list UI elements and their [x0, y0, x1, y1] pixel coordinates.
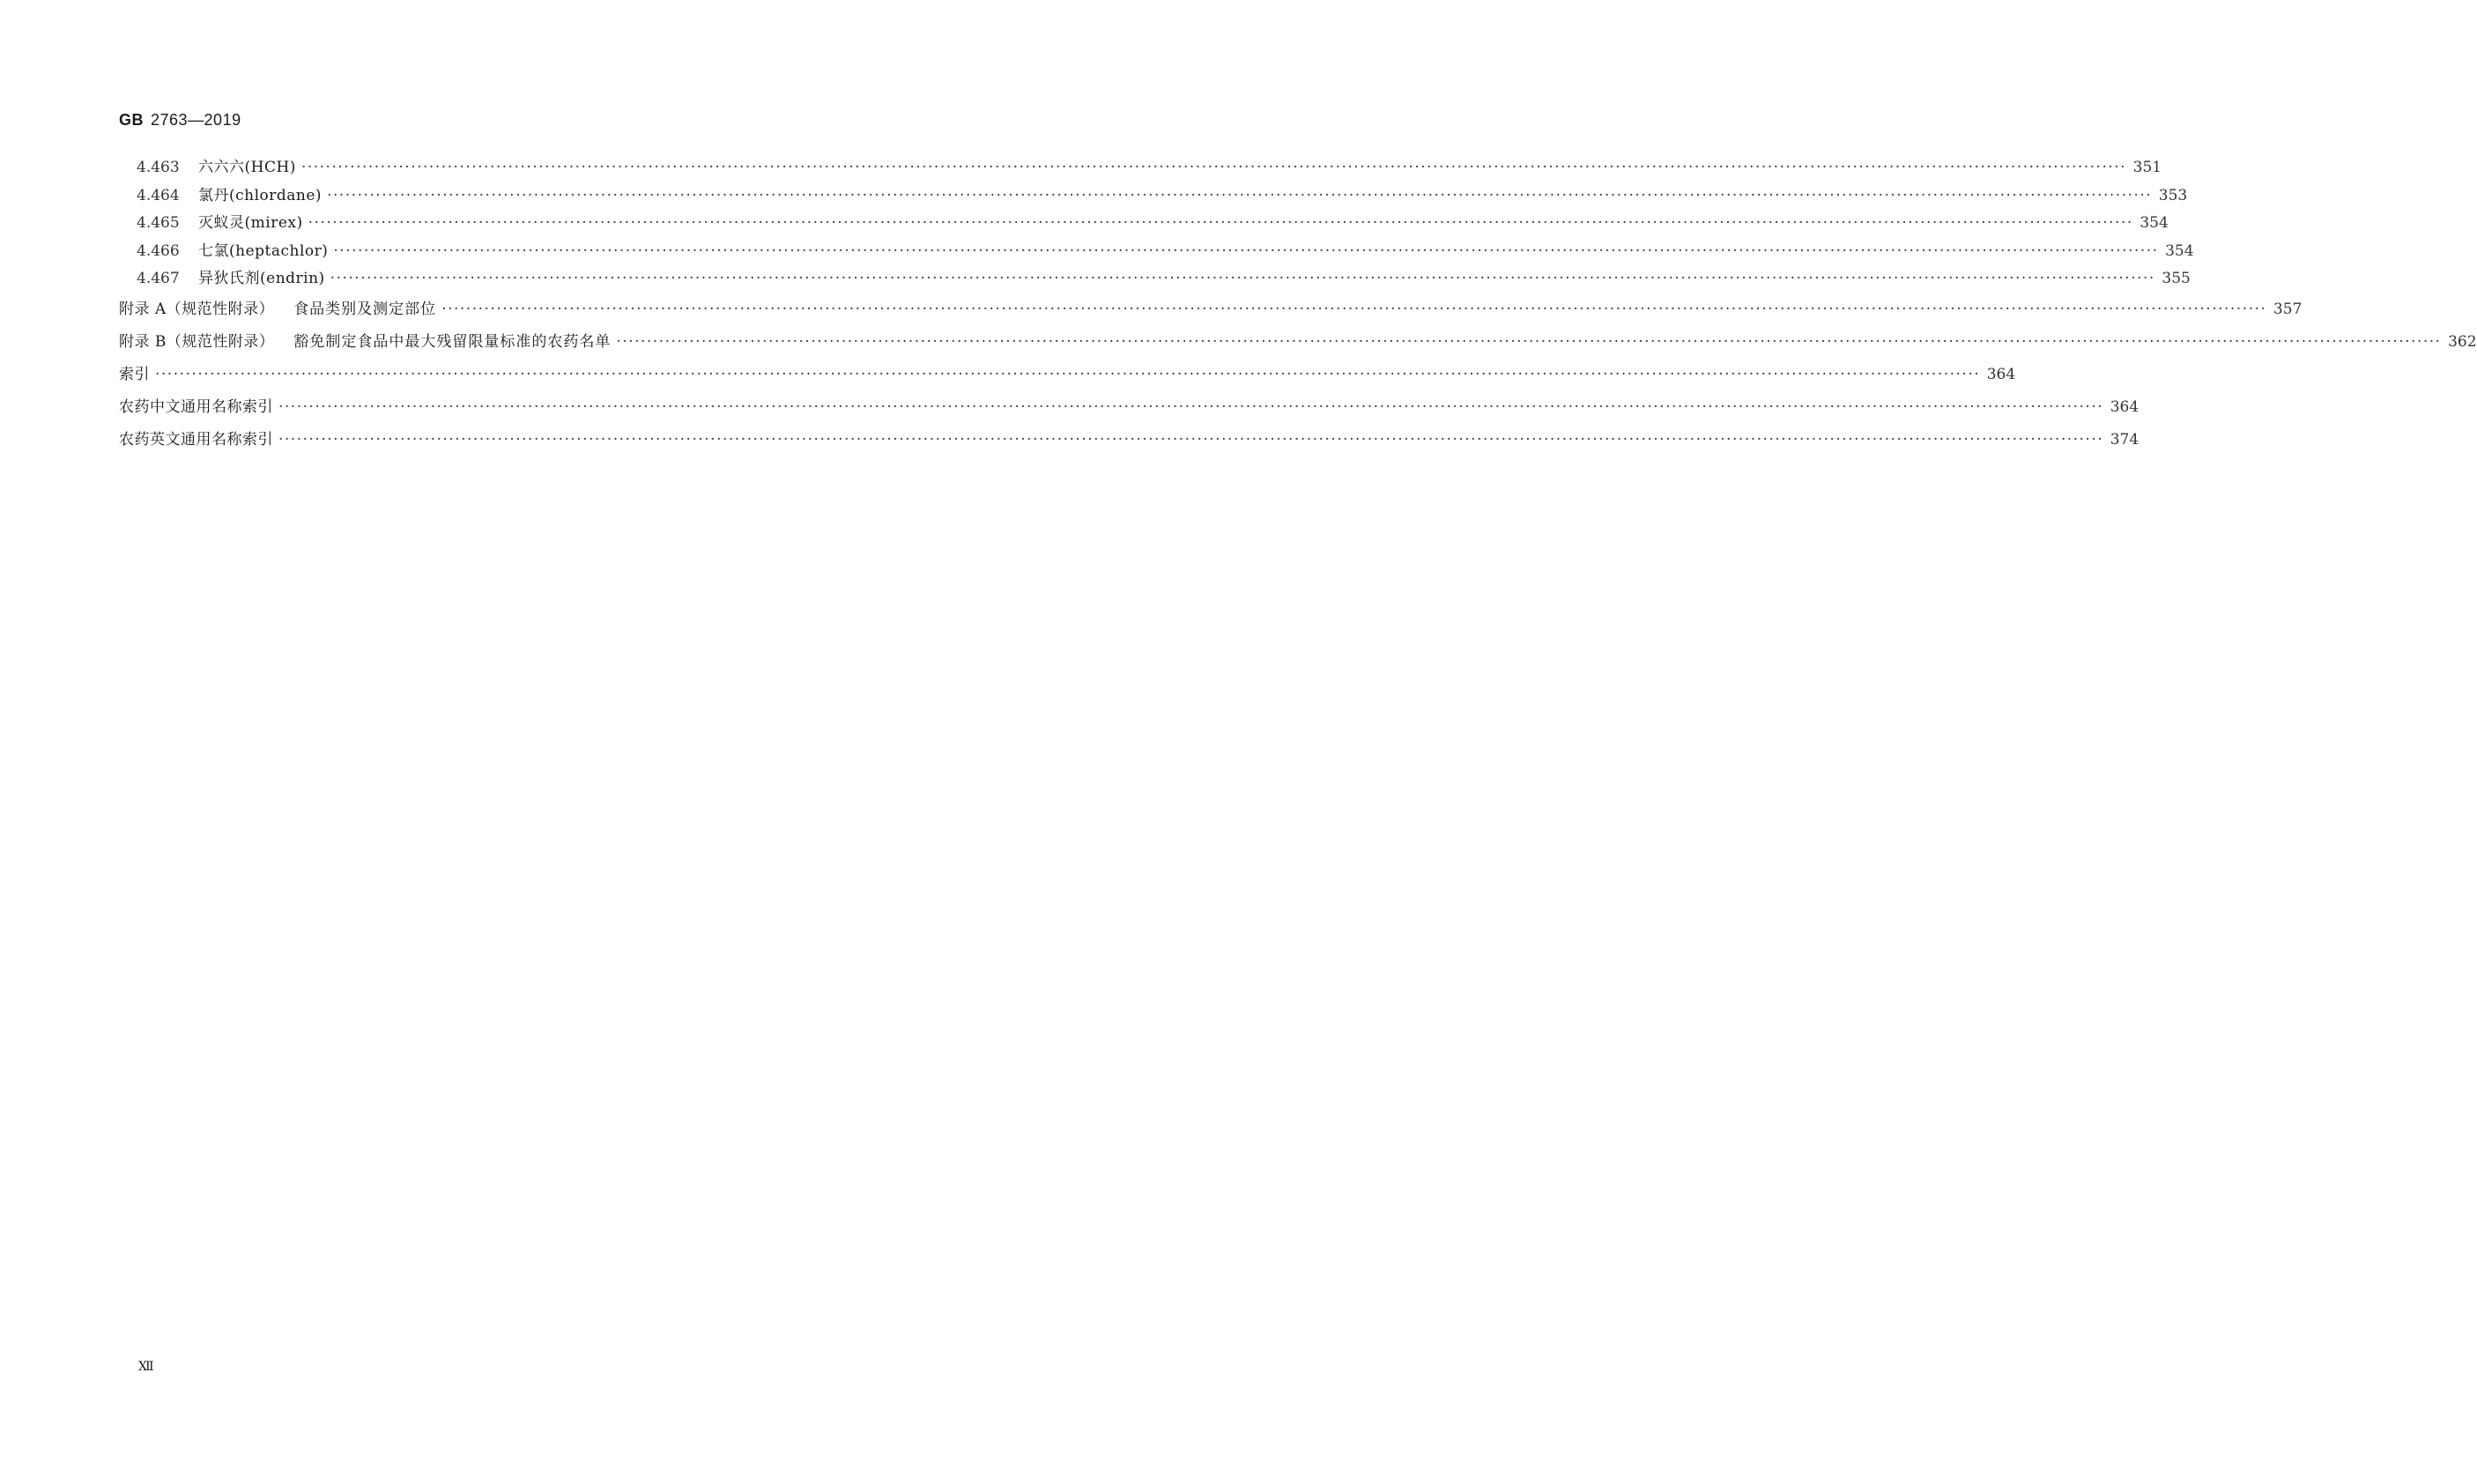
toc-entry[interactable] [119, 154, 2162, 182]
toc-entry-number: 4.467 [137, 270, 180, 287]
toc-entry-chinese-index[interactable] [119, 391, 2140, 424]
toc-entry-page: 353 [2158, 186, 2188, 204]
toc-entry-appendix-b[interactable] [119, 326, 2477, 359]
toc-entry-page: 355 [2162, 270, 2191, 287]
toc-entry-subtitle: 豁免制定食品中最大残留限量标准的农药名单 [293, 332, 612, 351]
toc-entry-title: 农药中文通用名称索引 [119, 397, 273, 416]
toc-entry-number: 4.463 [137, 159, 180, 176]
toc-entry-subtitle: 食品类别及测定部位 [293, 300, 437, 318]
toc-leader-dots: ············································································································································································································································································································ [616, 332, 2442, 351]
standard-number: 2763—2019 [151, 111, 241, 129]
toc-entry-title: 氯丹(chlordane) [198, 186, 323, 204]
toc-entry-title: 附录 A（规范性附录） [119, 300, 275, 318]
toc-leader-dots: ············································································································································································································································································································ [155, 365, 1981, 383]
toc-leader-dots: ············································································································································································································································································································ [327, 186, 2153, 204]
toc-leader-dots: ············································································································································································································································································································ [333, 241, 2159, 260]
toc-entry-title: 农药英文通用名称索引 [119, 430, 273, 449]
table-of-contents [119, 154, 2477, 456]
toc-entry-title: 灭蚁灵(mirex) [198, 214, 303, 232]
toc-entry-title: 六六六(HCH) [198, 159, 296, 176]
toc-entry-page: 364 [1986, 365, 2016, 383]
toc-entry[interactable] [119, 238, 2194, 266]
toc-entry-page: 351 [2132, 159, 2162, 176]
toc-entry-title: 异狄氏剂(endrin) [198, 270, 325, 287]
standard-code: GB [119, 111, 144, 129]
toc-entry[interactable] [119, 210, 2169, 238]
toc-entry-appendix-a[interactable] [119, 293, 2303, 326]
toc-entry-number: 4.466 [137, 241, 180, 260]
toc-entry-english-index[interactable] [119, 424, 2140, 456]
toc-leader-dots: ············································································································································································································································································································ [330, 270, 2155, 287]
toc-entry-index[interactable] [119, 359, 2016, 391]
toc-entry[interactable] [119, 182, 2188, 211]
toc-leader-dots: ············································································································································································································································································································ [441, 300, 2267, 318]
document-header [119, 111, 241, 130]
toc-entry-page: 354 [2165, 241, 2194, 260]
toc-entry-number: 4.465 [137, 214, 180, 232]
toc-entry-page: 357 [2273, 300, 2303, 318]
toc-entry-page: 362 [2448, 332, 2477, 351]
toc-entry-page: 374 [2110, 430, 2140, 449]
toc-entry-page: 364 [2110, 397, 2140, 416]
toc-leader-dots: ············································································································································································································································································································ [278, 397, 2104, 416]
toc-entry-title: 索引 [119, 365, 150, 383]
toc-leader-dots: ············································································································································································································································································································ [308, 214, 2133, 232]
toc-leader-dots: ············································································································································································································································································································ [300, 159, 2127, 176]
toc-entry-title: 七氯(heptachlor) [198, 241, 329, 260]
page-number-footer: Ⅻ [138, 1360, 154, 1374]
toc-entry-page: 354 [2140, 214, 2169, 232]
toc-leader-dots: ············································································································································································································································································································ [278, 430, 2104, 449]
toc-entry-title: 附录 B（规范性附录） [119, 332, 275, 351]
toc-entry[interactable] [119, 265, 2191, 293]
toc-entry-number: 4.464 [137, 186, 180, 204]
